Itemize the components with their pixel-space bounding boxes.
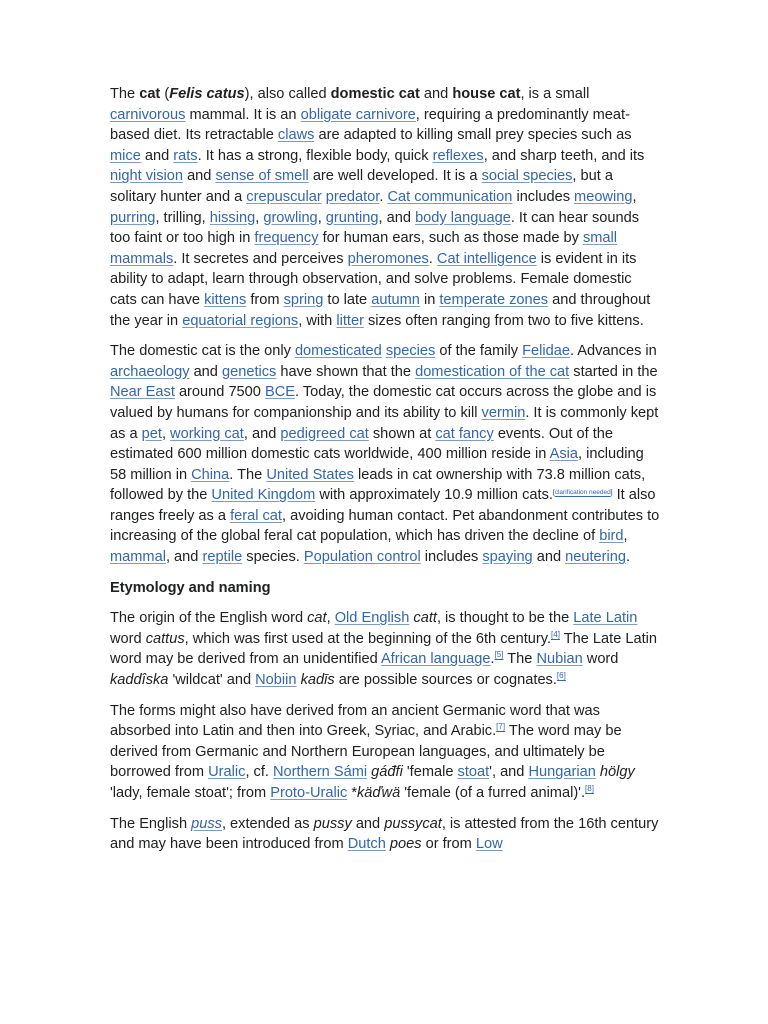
text: , is a small [520,86,590,102]
text: . [490,651,495,668]
text: events. Out of the estimated 600 million domestic cats worldwide, 400 million reside in [110,425,614,463]
text: includes [512,188,575,205]
reference-8 [585,784,594,793]
link-hungarian[interactable]: Hungarian [528,764,596,781]
text: and [419,86,453,102]
bold-term: domestic cat [330,86,420,102]
text: The [110,86,140,102]
link-bird[interactable]: bird [599,528,624,545]
link-proto-uralic[interactable]: Proto-Uralic [270,785,348,801]
link-cat-communication[interactable]: Cat communication [387,188,513,205]
text: 'lady, female stoat'; from [110,785,271,801]
bold-term: cat [139,86,161,102]
link-northern-sami[interactable]: Northern Sámi [273,764,368,781]
link-crepuscular[interactable]: crepuscular [246,188,322,205]
link-stoat[interactable]: stoat [457,764,490,781]
link-uralic[interactable]: Uralic [208,764,246,781]
link-old-english[interactable]: Old English [334,610,410,627]
link-growling[interactable]: growling [263,209,318,226]
link-low-german[interactable]: Low [475,836,503,853]
text: started in the [569,363,658,380]
text: and [532,549,566,566]
text: , with [298,312,337,329]
text: , cf. [245,764,274,781]
text: for human ears, such as those made by [318,230,583,247]
text: with approximately 10.9 million cats. [315,487,553,504]
text: , [632,188,637,205]
text: are well developed. It is a [308,168,482,185]
link-carnivorous[interactable]: carnivorous [110,106,186,123]
reference-7 [496,722,505,731]
text: to late [323,291,372,308]
text: . Advances in [569,343,657,360]
link-nubian[interactable]: Nubian [536,651,583,668]
italic-term: pussy [313,815,352,832]
text: or from [421,836,476,853]
text: are possible sources or cognates. [334,672,557,689]
text: . It is commonly kept as a [110,404,659,442]
text: mammal. It is an [185,106,301,123]
link-vermin[interactable]: vermin [481,404,526,421]
text: The word may be derived from Germanic and Northern European languages, and ultimately be borrowed from [110,723,622,781]
link-dutch[interactable]: Dutch [347,836,386,853]
text: of the family [435,343,523,360]
link-pheromones[interactable]: pheromones [347,250,429,267]
link-archaeology[interactable]: archaeology [110,363,190,380]
bold-term: house cat [452,86,521,102]
clarification-needed-tag [553,489,613,496]
italic-term: pussycat [384,815,442,832]
link-small-mammals[interactable]: small mammals [110,230,618,267]
link-claws[interactable]: claws [277,127,315,144]
text: , [161,425,171,442]
text: species. [242,549,304,566]
text: have shown that the [276,363,416,380]
paragraph-intro [110,84,660,331]
text: The Late Latin word may be derived from an unidentified [110,630,658,668]
link-ref-7[interactable]: [7] [496,722,506,732]
link-species[interactable]: species [385,343,436,360]
link-neutering[interactable]: neutering [565,549,627,566]
reference-6 [557,671,566,680]
link-ref-6[interactable]: [6] [556,671,566,681]
link-pet[interactable]: pet [141,425,162,442]
link-night-vision[interactable]: night vision [110,168,184,185]
text: sizes often ranging from two to five kittens. [363,312,644,329]
text: from [246,291,284,308]
text: and [351,815,385,832]
italic-term: poes [389,836,422,853]
link-near-east[interactable]: Near East [110,384,175,401]
text: , is thought to be the [436,610,574,627]
link-working-cat[interactable]: working cat [170,425,244,442]
italic-term: kaddîska [110,672,169,689]
text: 'female [402,764,458,781]
text: shown at [368,425,436,442]
text: , and [165,549,203,566]
paragraph-etymology-puss [110,814,660,855]
text: are adapted to killing small prey species such as [314,127,632,144]
text: * [347,785,357,801]
italic-term: kadīs [300,672,335,689]
link-ref-4[interactable]: [4] [551,629,560,639]
text: . It secretes and perceives [173,250,348,267]
link-ref-8[interactable]: [8] [585,784,594,793]
italic-term: catt [413,610,437,627]
text: , is attested from the 16th century and may have been introduced from [110,815,659,853]
text: . It has a strong, flexible body, quick [197,147,433,164]
text: and throughout the year in [110,291,651,329]
link-mice[interactable]: mice [110,147,141,164]
link-reflexes[interactable]: reflexes [432,147,484,164]
bracket: [ [552,489,555,497]
text: , but a solitary hunter and a [110,168,613,205]
text: 'female (of a furred animal)'. [400,785,586,801]
paragraph-etymology-origin [110,608,660,690]
bracket: ] [610,489,613,497]
text: The English [110,815,192,832]
link-rats[interactable]: rats [173,147,198,164]
link-spring[interactable]: spring [283,291,324,308]
link-nobiin[interactable]: Nobiin [255,672,297,689]
link-asia[interactable]: Asia [549,446,579,463]
text: , extended as [221,815,314,832]
link-obligate-carnivore[interactable]: obligate carnivore [300,106,416,123]
text: . [379,188,388,205]
italic-term: hölgy [599,764,635,781]
link-reptile[interactable]: reptile [202,549,243,566]
text: The origin of the English word [110,610,308,627]
text: is evident in its ability to adapt, learn through observation, and solve problems. Female domestic cats can have [110,250,637,308]
link-domesticated[interactable]: domesticated [294,343,382,360]
italic-term: puss [191,815,222,832]
italic-term: gáđfi [371,764,403,781]
link-frequency[interactable]: frequency [254,230,319,247]
text: word [110,630,146,647]
text: leads in cat ownership with 73.8 million cats, followed by the [110,466,646,504]
text: ), also called [244,86,331,102]
section-heading-etymology: Etymology and naming [110,579,271,596]
text: , [255,209,264,226]
text: word [582,651,619,668]
text: , and sharp teeth, and its [483,147,645,164]
link-purring[interactable]: purring [110,209,156,226]
link-bce[interactable]: BCE [264,384,295,401]
text: and [140,147,174,164]
text: , trilling, [155,209,210,226]
link-body-language[interactable]: body language [415,209,511,226]
link-genetics[interactable]: genetics [221,363,277,380]
paragraph-domestication [110,341,660,568]
text: . The [229,466,267,483]
text: The [503,651,537,668]
text: around 7500 [174,384,265,401]
text: , [326,610,335,627]
link-united-kingdom[interactable]: United Kingdom [211,487,316,504]
link-mammal[interactable]: mammal [110,549,166,566]
scientific-name: Felis catus [169,86,245,102]
link-united-states[interactable]: United States [266,466,354,483]
article-body [110,84,660,865]
link-domestication-of-the-cat[interactable]: domestication of the cat [415,363,570,380]
text: . Today, the domestic cat occurs across the globe and is valued by humans for companionship and its ability to kill [110,384,657,421]
link-feral-cat[interactable]: feral cat [230,507,282,524]
link-felidae[interactable]: Felidae [522,343,570,360]
link-social-species[interactable]: social species [481,168,573,185]
text: , avoiding human contact. Pet abandonment contributes to increasing of the global feral cat population, which has driven the decline of [110,507,660,545]
text: ', and [489,764,529,781]
link-temperate-zones[interactable]: temperate zones [439,291,549,308]
paragraph-etymology-germanic [110,701,660,804]
text: 'wildcat' and [168,672,256,689]
text: , and [378,209,416,226]
text: , requiring a predominantly meat-based diet. Its retractable [110,106,630,144]
link-population-control[interactable]: Population control [303,549,421,566]
text: , and [243,425,281,442]
text: , [623,528,628,545]
link-sense-of-smell[interactable]: sense of smell [215,168,309,185]
text: and [183,168,216,185]
text: The forms might also have derived from an ancient Germanic word that was absorbed into Latin and then into Greek, Syriac, and Arabic. [110,702,600,740]
text: , which was first used at the beginning of the 6th century. [184,630,552,647]
text: in [419,291,440,308]
text: The domestic cat is the only [110,343,295,360]
link-litter[interactable]: litter [336,312,364,329]
link-predator[interactable]: predator [325,188,380,205]
text: It also ranges freely as a [110,487,656,524]
link-meowing[interactable]: meowing [574,188,633,205]
text: includes [420,549,483,566]
reference-4 [551,630,560,639]
link-puss[interactable] [191,816,222,832]
text: , [317,209,326,226]
link-autumn[interactable]: autumn [371,291,420,308]
link-african-language[interactable]: African language [380,651,491,668]
text: ( [160,86,170,102]
link-equatorial-regions[interactable]: equatorial regions [182,312,299,329]
link-clarification-needed[interactable]: clarification needed [554,489,611,497]
link-grunting[interactable]: grunting [325,209,379,226]
link-pedigreed-cat[interactable]: pedigreed cat [280,425,369,442]
text: . [626,549,631,566]
link-kittens[interactable]: kittens [204,291,247,308]
italic-term: cattus [145,630,185,647]
text: and [189,363,222,380]
italic-term: cat [307,610,327,627]
link-china[interactable]: China [191,466,230,483]
link-cat-intelligence[interactable]: Cat intelligence [436,250,537,267]
link-hissing[interactable]: hissing [209,209,256,226]
text: , including 58 million in [110,446,644,483]
link-ref-5[interactable]: [5] [494,650,504,660]
text: . It can hear sounds too faint or too high in [110,209,640,247]
italic-term: käďwä [357,785,401,801]
text: . [428,250,437,267]
link-spaying[interactable]: spaying [482,549,533,566]
link-late-latin[interactable]: Late Latin [573,610,638,627]
link-cat-fancy[interactable]: cat fancy [435,425,494,442]
